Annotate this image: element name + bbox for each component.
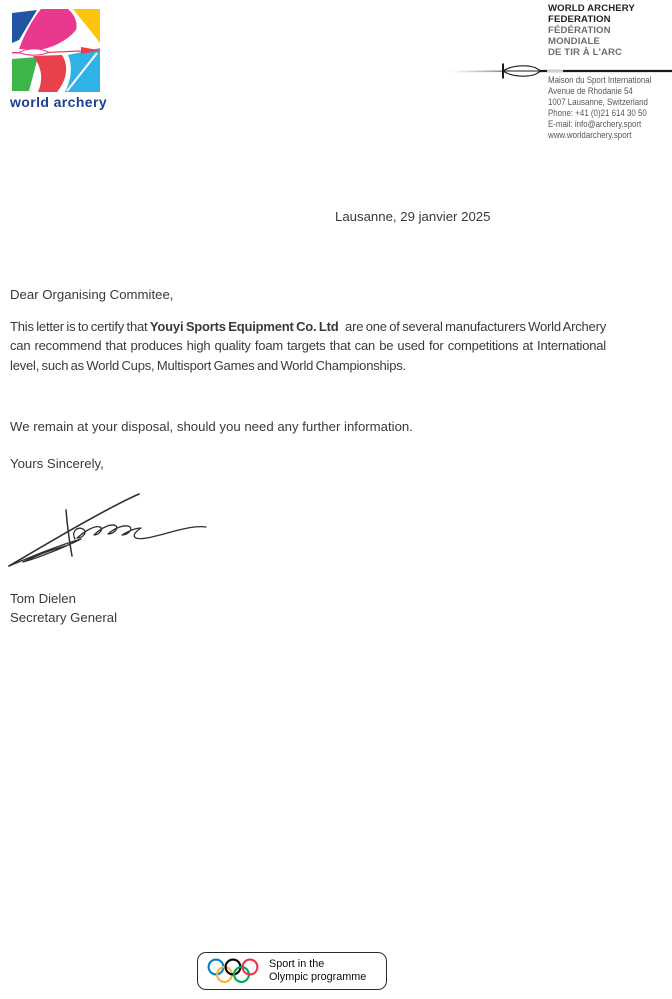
body-text: This letter is to certify that bbox=[10, 319, 150, 334]
olympic-rings-icon bbox=[207, 958, 261, 985]
olympic-programme-badge bbox=[197, 952, 387, 990]
closing-line: Yours Sincerely, bbox=[10, 456, 104, 471]
address-line: E-mail: info@archery.sport bbox=[548, 119, 642, 130]
body-text: are one of several manufacturers World Archery can recommend that produces high quality foam targets that can be used for competitions at International level, such as World Cups, Multisport Games and World Championships. bbox=[10, 319, 607, 373]
company-name: Youyi Sports Equipment Co. Ltd bbox=[149, 319, 339, 334]
signer-title: Secretary General bbox=[10, 610, 118, 625]
world-archery-logo-icon bbox=[10, 7, 102, 95]
address-line: 1007 Lausanne, Switzerland bbox=[548, 97, 648, 108]
body-paragraph-2: We remain at your disposal, should you need any further information. bbox=[10, 419, 413, 434]
signature-image bbox=[5, 483, 210, 571]
badge-text-line: Sport in the bbox=[269, 957, 325, 970]
badge-text bbox=[269, 958, 366, 985]
address-line: Avenue de Rhodanie 54 bbox=[548, 86, 633, 97]
address-line: Phone: +41 (0)21 614 30 50 bbox=[548, 108, 647, 119]
federation-name-fr-line: DE TIR À L'ARC bbox=[548, 46, 623, 58]
badge-text-line: Olympic programme bbox=[269, 971, 367, 983]
world-archery-wordmark: world archery bbox=[10, 94, 108, 110]
address-line: Maison du Sport International bbox=[548, 75, 652, 85]
salutation: Dear Organising Commitee, bbox=[10, 287, 174, 302]
federation-name-fr-line: MONDIALE bbox=[548, 35, 600, 47]
federation-name-en-line: WORLD ARCHERY bbox=[548, 3, 635, 14]
federation-name-en-line: FEDERATION bbox=[548, 13, 611, 25]
address-block bbox=[548, 75, 651, 142]
federation-name-block bbox=[548, 4, 635, 59]
body-paragraph bbox=[10, 317, 606, 375]
signature-block bbox=[10, 589, 117, 627]
date-line: Lausanne, 29 janvier 2025 bbox=[335, 209, 491, 224]
address-line: www.worldarchery.sport bbox=[548, 130, 632, 141]
signer-name: Tom Dielen bbox=[10, 591, 76, 606]
federation-name-fr-line: FÉDÉRATION bbox=[548, 24, 611, 36]
